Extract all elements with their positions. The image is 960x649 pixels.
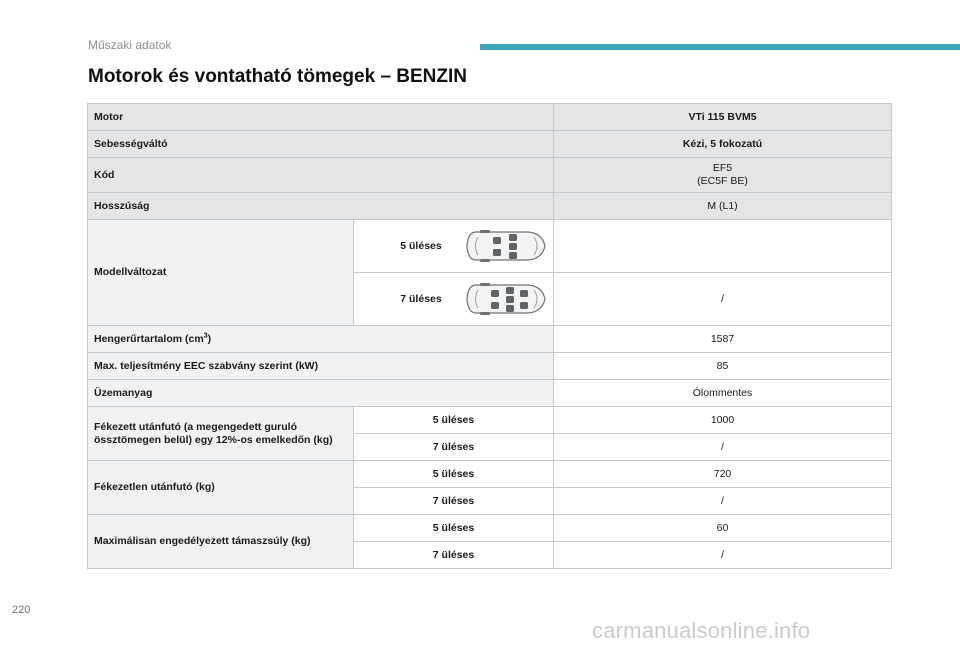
unbraked-trailer-label: Fékezetlen utánfutó (kg)	[88, 461, 354, 515]
code-value-line2: (EC5F BE)	[697, 175, 748, 187]
displacement-label-sup: 3	[203, 332, 208, 339]
row-model-5-seats	[88, 220, 892, 273]
braked-trailer-5-seats: 5 üléses	[354, 407, 554, 434]
braked-trailer-5-value: 1000	[554, 407, 892, 434]
unbraked-trailer-7-value: /	[554, 488, 892, 515]
gearbox-label: Sebességváltó	[88, 131, 554, 158]
displacement-value: 1587	[554, 326, 892, 353]
variant-5-seats-label: 5 üléses	[400, 239, 442, 252]
row-nose-weight-5	[88, 515, 892, 542]
spec-table	[87, 103, 892, 569]
fuel-value: Ólommentes	[554, 380, 892, 407]
braked-trailer-7-value: /	[554, 434, 892, 461]
code-value	[554, 158, 892, 193]
variant-7-seats-label: 7 üléses	[400, 292, 442, 305]
page-number: 220	[12, 604, 31, 616]
car-5-seats-icon	[464, 226, 548, 266]
max-power-value: 85	[554, 353, 892, 380]
row-gearbox	[88, 131, 892, 158]
nose-weight-7-seats: 7 üléses	[354, 542, 554, 569]
variant-5-seats-value	[554, 220, 892, 273]
car-7-seats-icon	[464, 279, 548, 319]
braked-trailer-7-seats: 7 üléses	[354, 434, 554, 461]
variant-5-seats-cell	[354, 220, 554, 273]
row-code	[88, 158, 892, 193]
row-fuel	[88, 380, 892, 407]
row-unbraked-trailer-5	[88, 461, 892, 488]
displacement-label-suffix: )	[207, 332, 212, 345]
displacement-label-text: Hengerűrtartalom (cm	[94, 332, 204, 345]
accent-bar	[480, 44, 960, 50]
length-value: M (L1)	[554, 193, 892, 220]
row-engine	[88, 104, 892, 131]
nose-weight-5-seats: 5 üléses	[354, 515, 554, 542]
row-length	[88, 193, 892, 220]
gearbox-value: Kézi, 5 fokozatú	[554, 131, 892, 158]
model-version-label: Modellváltozat	[88, 220, 354, 326]
row-max-power	[88, 353, 892, 380]
variant-7-seats-value: /	[554, 273, 892, 326]
row-braked-trailer-5	[88, 407, 892, 434]
unbraked-trailer-7-seats: 7 üléses	[354, 488, 554, 515]
code-value-line1: EF5	[712, 162, 733, 174]
variant-7-seats-cell	[354, 273, 554, 326]
engine-value: VTi 115 BVM5	[554, 104, 892, 131]
max-power-label: Max. teljesítmény EEC szabvány szerint (kW)	[88, 353, 554, 380]
braked-trailer-label: Fékezett utánfutó (a megengedett guruló össztömegen belül) egy 12%-os emelkedőn (kg)	[88, 407, 354, 461]
nose-weight-7-value: /	[554, 542, 892, 569]
fuel-label: Üzemanyag	[88, 380, 554, 407]
row-displacement	[88, 326, 892, 353]
page-title: Motorok és vontatható tömegek – BENZIN	[88, 66, 467, 87]
nose-weight-5-value: 60	[554, 515, 892, 542]
section-label: Műszaki adatok	[88, 38, 172, 52]
length-label: Hosszúság	[88, 193, 554, 220]
watermark: carmanualsonline.info	[592, 618, 811, 643]
engine-label: Motor	[88, 104, 554, 131]
nose-weight-label: Maximálisan engedélyezett támaszsúly (kg)	[88, 515, 354, 569]
unbraked-trailer-5-seats: 5 üléses	[354, 461, 554, 488]
code-label: Kód	[88, 158, 554, 193]
unbraked-trailer-5-value: 720	[554, 461, 892, 488]
displacement-label	[88, 326, 554, 353]
